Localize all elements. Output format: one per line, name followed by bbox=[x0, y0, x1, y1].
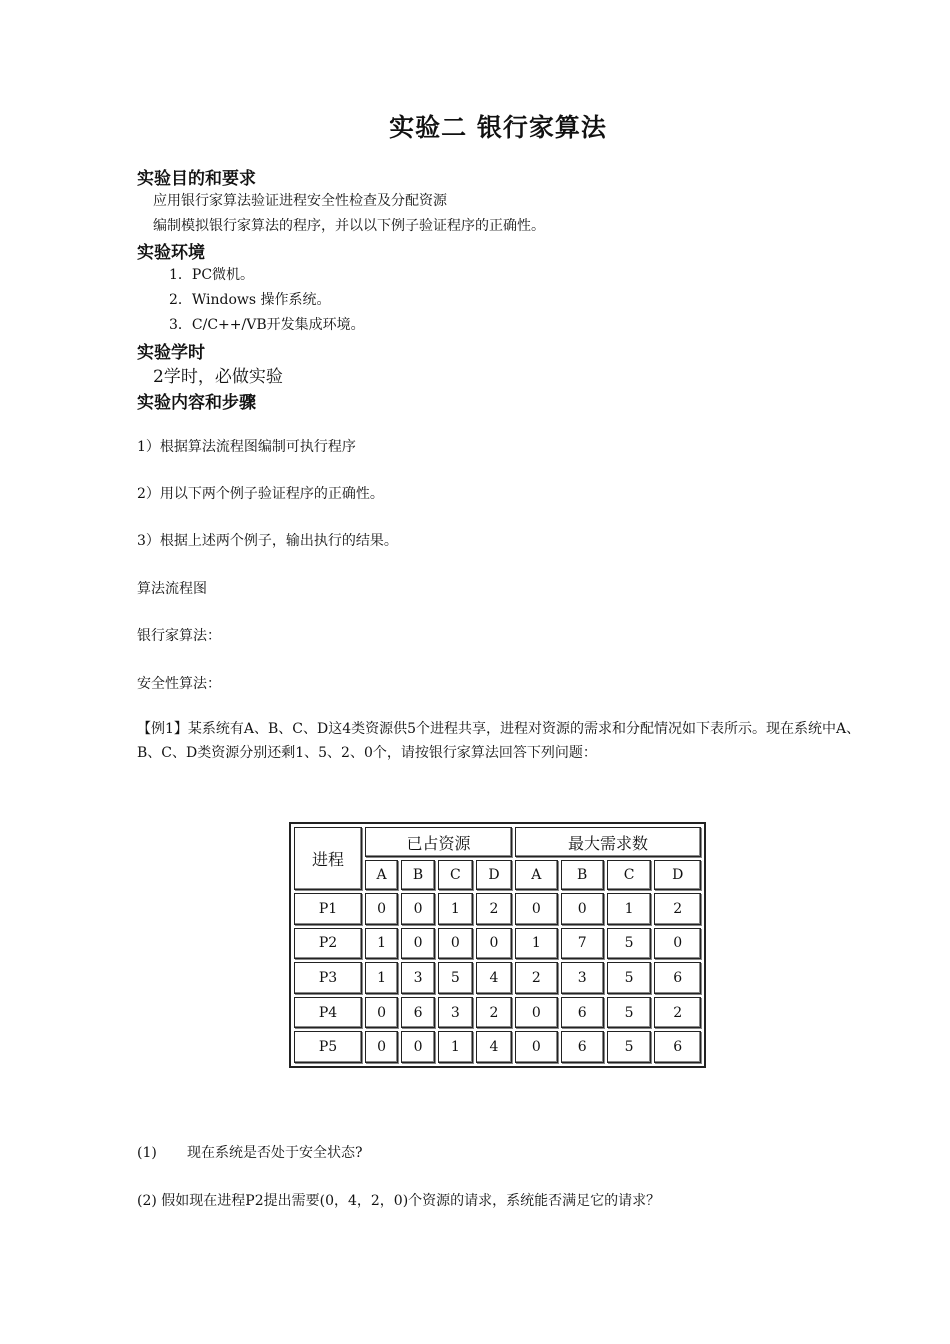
alloc-cell: 5 bbox=[438, 962, 473, 994]
process-header: 进程 bbox=[294, 827, 362, 890]
alloc-cell: 4 bbox=[476, 962, 512, 994]
purpose-line: 编制模拟银行家算法的程序，并以以下例子验证程序的正确性。 bbox=[153, 218, 545, 234]
resource-col-header: B bbox=[561, 860, 604, 890]
table-row bbox=[294, 997, 701, 1029]
environment-item: 3．C/C++/VB开发集成环境。 bbox=[169, 317, 365, 333]
max-cell: 1 bbox=[515, 928, 558, 960]
alloc-cell: 0 bbox=[438, 928, 473, 960]
table-row bbox=[294, 928, 701, 960]
allocated-header: 已占资源 bbox=[365, 827, 512, 857]
max-cell: 2 bbox=[654, 997, 701, 1029]
alloc-cell: 0 bbox=[476, 928, 512, 960]
resource-col-header: C bbox=[438, 860, 473, 890]
max-cell: 1 bbox=[607, 893, 652, 925]
step-item: 2）用以下两个例子验证程序的正确性。 bbox=[137, 486, 384, 502]
alloc-cell: 6 bbox=[401, 997, 435, 1029]
alloc-cell: 0 bbox=[365, 997, 398, 1029]
max-cell: 0 bbox=[515, 893, 558, 925]
alloc-cell: 3 bbox=[438, 997, 473, 1029]
heading-environment: 实验环境 bbox=[137, 243, 205, 263]
process-cell: P1 bbox=[294, 893, 362, 925]
alloc-cell: 2 bbox=[476, 997, 512, 1029]
process-cell: P2 bbox=[294, 928, 362, 960]
question-item bbox=[137, 1190, 660, 1210]
alloc-cell: 0 bbox=[401, 928, 435, 960]
max-cell: 6 bbox=[561, 997, 604, 1029]
question-number: (2) bbox=[137, 1193, 157, 1209]
alloc-cell: 2 bbox=[476, 893, 512, 925]
table-row bbox=[294, 893, 701, 925]
max-cell: 6 bbox=[654, 1031, 701, 1063]
heading-purpose: 实验目的和要求 bbox=[137, 169, 256, 189]
max-cell: 6 bbox=[654, 962, 701, 994]
max-cell: 6 bbox=[561, 1031, 604, 1063]
alloc-cell: 1 bbox=[365, 962, 398, 994]
resource-col-header: B bbox=[401, 860, 435, 890]
alloc-cell: 1 bbox=[438, 1031, 473, 1063]
flowchart-label: 算法流程图 bbox=[137, 581, 207, 597]
max-cell: 5 bbox=[607, 928, 652, 960]
alloc-cell: 0 bbox=[401, 893, 435, 925]
safety-label: 安全性算法： bbox=[137, 676, 221, 692]
heading-content: 实验内容和步骤 bbox=[137, 393, 256, 413]
alloc-cell: 0 bbox=[365, 1031, 398, 1063]
resource-col-header: D bbox=[476, 860, 512, 890]
question-number: (1) bbox=[137, 1145, 157, 1161]
alloc-cell: 4 bbox=[476, 1031, 512, 1063]
max-cell: 0 bbox=[515, 1031, 558, 1063]
alloc-cell: 3 bbox=[401, 962, 435, 994]
table-row bbox=[294, 962, 701, 994]
max-cell: 5 bbox=[607, 997, 652, 1029]
max-cell: 2 bbox=[515, 962, 558, 994]
page-title: 实验二 银行家算法 bbox=[389, 113, 607, 142]
purpose-line: 应用银行家算法验证进程安全性检查及分配资源 bbox=[153, 193, 447, 209]
question-text: 假如现在进程P2提出需要(0，4，2，0)个资源的请求，系统能否满足它的请求？ bbox=[161, 1193, 661, 1209]
banker-label: 银行家算法： bbox=[137, 628, 221, 644]
example-1-text: 【例1】某系统有A、B、C、D这4类资源供5个进程共享，进程对资源的需求和分配情况如下表所示。现在系统中A、B、C、D类资源分别还剩1、5、2、0个，请按银行家算法回答下列问题： bbox=[137, 721, 861, 761]
step-item: 3）根据上述两个例子，输出执行的结果。 bbox=[137, 533, 398, 549]
resource-table bbox=[289, 822, 706, 1068]
resource-col-header: A bbox=[365, 860, 398, 890]
heading-hours: 实验学时 bbox=[137, 343, 205, 363]
alloc-cell: 0 bbox=[401, 1031, 435, 1063]
alloc-cell: 1 bbox=[365, 928, 398, 960]
max-cell: 0 bbox=[515, 997, 558, 1029]
question-item bbox=[137, 1142, 363, 1162]
resource-col-header: A bbox=[515, 860, 558, 890]
environment-item: 1．PC微机。 bbox=[169, 267, 255, 283]
process-cell: P5 bbox=[294, 1031, 362, 1063]
question-text: 现在系统是否处于安全状态? bbox=[187, 1145, 363, 1161]
max-cell: 0 bbox=[654, 928, 701, 960]
max-cell: 3 bbox=[561, 962, 604, 994]
hours-text: 2学时，必做实验 bbox=[153, 367, 283, 387]
resource-col-header: D bbox=[654, 860, 701, 890]
max-need-header: 最大需求数 bbox=[515, 827, 701, 857]
step-item: 1）根据算法流程图编制可执行程序 bbox=[137, 439, 356, 455]
max-cell: 5 bbox=[607, 1031, 652, 1063]
max-cell: 5 bbox=[607, 962, 652, 994]
alloc-cell: 0 bbox=[365, 893, 398, 925]
alloc-cell: 1 bbox=[438, 893, 473, 925]
process-cell: P4 bbox=[294, 997, 362, 1029]
environment-item: 2．Windows 操作系统。 bbox=[169, 292, 331, 308]
max-cell: 2 bbox=[654, 893, 701, 925]
process-cell: P3 bbox=[294, 962, 362, 994]
max-cell: 7 bbox=[561, 928, 604, 960]
table-row bbox=[294, 1031, 701, 1063]
max-cell: 0 bbox=[561, 893, 604, 925]
resource-col-header: C bbox=[607, 860, 652, 890]
